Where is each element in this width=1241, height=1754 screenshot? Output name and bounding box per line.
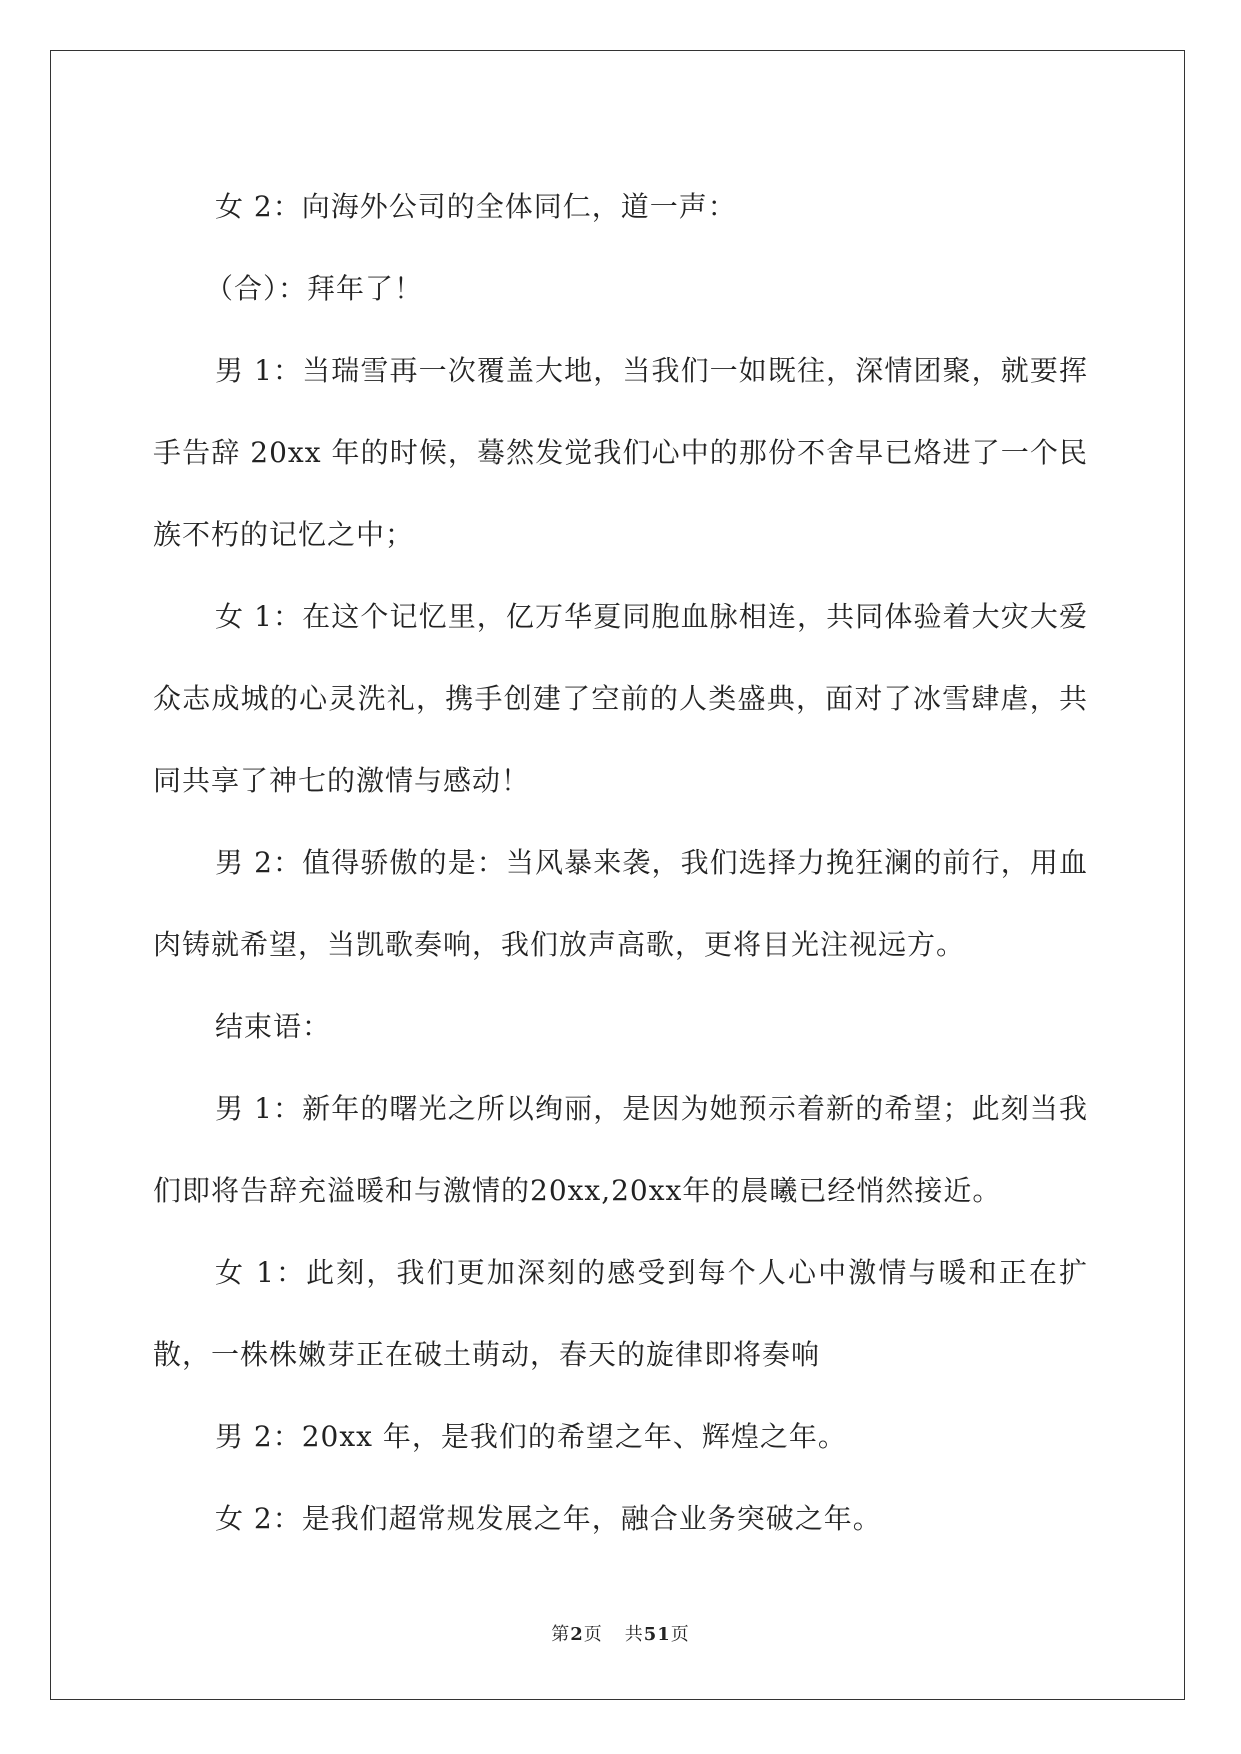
current-page-number: 2 xyxy=(570,1624,584,1645)
document-body xyxy=(153,166,1088,1560)
footer-total-suffix: 页 xyxy=(670,1624,690,1645)
paragraph: 女 2：是我们超常规发展之年，融合业务突破之年。 xyxy=(215,1502,882,1535)
paragraph: 女 1：此刻，我们更加深刻的感受到每个人心中激情与暖和正在扩散，一株株嫩芽正在破土萌动，春天的旋律即将奏响 xyxy=(153,1256,1088,1371)
paragraph: 女 2：向海外公司的全体同仁，道一声： xyxy=(215,190,737,223)
total-pages-number: 51 xyxy=(643,1624,671,1645)
paragraph: 男 1：当瑞雪再一次覆盖大地，当我们一如既往，深情团聚，就要挥手告辞 20xx 年的时候，蓦然发觉我们心中的那份不舍早已烙进了一个民族不朽的记忆之中； xyxy=(153,354,1088,551)
footer-total-prefix: 共 xyxy=(624,1624,644,1645)
footer-prefix: 第 xyxy=(551,1624,571,1645)
paragraph: 男 2：20xx 年，是我们的希望之年、辉煌之年。 xyxy=(215,1420,847,1453)
page-footer xyxy=(0,1620,1241,1646)
paragraph: 男 2：值得骄傲的是：当风暴来袭，我们选择力挽狂澜的前行，用血肉铸就希望，当凯歌奏响，我们放声高歌，更将目光注视远方。 xyxy=(153,846,1088,961)
paragraph: 女 1：在这个记忆里，亿万华夏同胞血脉相连，共同体验着大灾大爱众志成城的心灵洗礼，携手创建了空前的人类盛典，面对了冰雪肆虐，共同共享了神七的激情与感动！ xyxy=(153,600,1088,797)
paragraph: 结束语： xyxy=(215,1010,332,1043)
footer-page-word: 页 xyxy=(583,1624,603,1645)
paragraph: 男 1：新年的曙光之所以绚丽，是因为她预示着新的希望；此刻当我们即将告辞充溢暖和与激情的20xx,20xx年的晨曦已经悄然接近。 xyxy=(153,1092,1088,1207)
paragraph: （合）：拜年了！ xyxy=(205,272,424,305)
